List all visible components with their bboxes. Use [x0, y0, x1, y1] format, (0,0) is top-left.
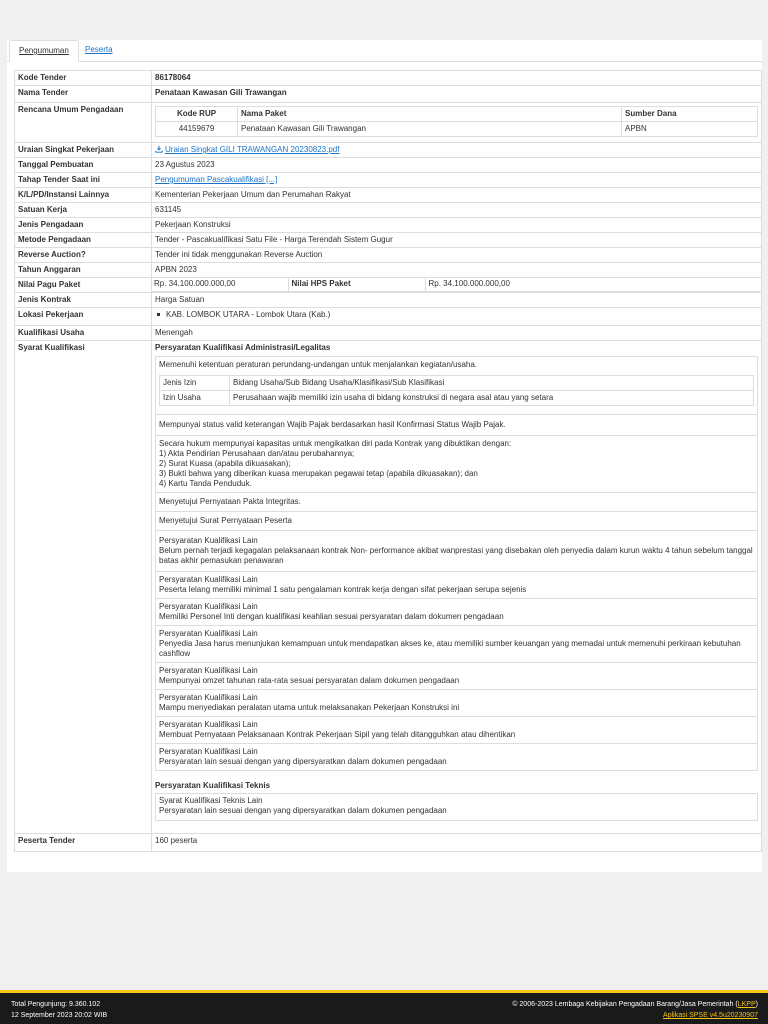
label-nama-tender: Nama Tender — [15, 86, 152, 103]
syarat-lain-title: Persyaratan Kualifikasi Lain — [159, 720, 258, 729]
syarat-lain-item — [155, 662, 758, 690]
label-uraian: Uraian Singkat Pekerjaan — [15, 143, 152, 158]
value-pagu: Rp. 34.100.000.000,00 — [151, 277, 288, 292]
syarat-line: 1) Akta Pendirian Perusahaan dan/atau perubahannya; — [159, 449, 355, 458]
row-satker — [15, 203, 762, 218]
syarat-lain-item — [155, 530, 758, 572]
syarat-lain-title: Persyaratan Kualifikasi Lain — [159, 747, 258, 756]
rup-kode: 44159679 — [156, 122, 238, 137]
row-klpd — [15, 188, 762, 203]
syarat-lain-title: Persyaratan Kualifikasi Lain — [159, 602, 258, 611]
syarat-line: 4) Kartu Tanda Penduduk. — [159, 479, 252, 488]
label-hps: Nilai HPS Paket — [288, 277, 425, 292]
row-rup — [15, 103, 762, 143]
download-icon — [155, 145, 163, 153]
label-jenis-pengadaan: Jenis Pengadaan — [15, 218, 152, 233]
teknis-item-title: Syarat Kualifikasi Teknis Lain — [159, 796, 263, 805]
label-tanggal: Tanggal Pembuatan — [15, 158, 152, 173]
tab-pengumuman[interactable]: Pengumuman — [9, 40, 79, 62]
syarat-item — [155, 356, 758, 415]
row-jenis-pengadaan — [15, 218, 762, 233]
value-metode: Tender - Pascakualifikasi Satu File - Harga Terendah Sistem Gugur — [152, 233, 762, 248]
label-tahun: Tahun Anggaran — [15, 263, 152, 278]
rup-sumber: APBN — [622, 122, 758, 137]
value-klpd: Kementerian Pekerjaan Umum dan Perumahan Rakyat — [152, 188, 762, 203]
label-syarat: Syarat Kualifikasi — [15, 341, 152, 834]
row-tanggal — [15, 158, 762, 173]
syarat-item: Menyetujui Pernyataan Pakta Integritas. — [155, 492, 758, 512]
syarat-lain-item — [155, 625, 758, 663]
label-metode: Metode Pengadaan — [15, 233, 152, 248]
label-kualifikasi: Kualifikasi Usaha — [15, 326, 152, 341]
label-rup: Rencana Umum Pengadaan — [15, 103, 152, 143]
syarat-lain-title: Persyaratan Kualifikasi Lain — [159, 666, 258, 675]
value-lokasi: KAB. LOMBOK UTARA - Lombok Utara (Kab.) — [166, 310, 331, 319]
rup-header-nama: Nama Paket — [238, 107, 622, 122]
value-nama-tender: Penataan Kawasan Gili Trawangan — [152, 86, 762, 103]
syarat-line: 2) Surat Kuasa (apabila dikuasakan); — [159, 459, 291, 468]
uraian-filename: Uraian Singkat GILI TRAWANGAN 20230823.pdf — [165, 145, 340, 154]
row-pagu-hps — [15, 278, 762, 293]
value-jenis-pengadaan: Pekerjaan Konstruksi — [152, 218, 762, 233]
teknis-item — [155, 793, 758, 821]
value-kualifikasi: Menengah — [152, 326, 762, 341]
row-kualifikasi — [15, 326, 762, 341]
uraian-download-link[interactable] — [155, 145, 339, 154]
izin-cell: Perusahaan wajib memiliki izin usaha di bidang konstruksi di negara asal atau yang setara — [230, 391, 754, 406]
tahap-link[interactable]: Pengumuman Pascakualifikasi [...] — [155, 175, 278, 184]
value-kontrak: Harga Satuan — [152, 293, 762, 308]
izin-table — [159, 375, 754, 406]
row-kontrak — [15, 293, 762, 308]
app-version-link[interactable]: Aplikasi SPSE v4.5u20230907 — [663, 1012, 758, 1019]
syarat-lain-text: Persyaratan lain sesuai dengan yang dipersyaratkan dalam dokumen pengadaan — [159, 757, 447, 766]
row-metode — [15, 233, 762, 248]
tab-bar — [7, 40, 762, 62]
rup-table — [155, 106, 758, 137]
syarat-lain-title: Persyaratan Kualifikasi Lain — [159, 693, 258, 702]
footer-right — [512, 999, 758, 1021]
syarat-lain-item — [155, 598, 758, 626]
value-peserta: 160 peserta — [152, 834, 762, 852]
value-reverse: Tender ini tidak menggunakan Reverse Auction — [152, 248, 762, 263]
syarat-lain-text: Mempunyai omzet tahunan rata-rata sesuai persyaratan dalam dokumen pengadaan — [159, 676, 460, 685]
label-pagu: Nilai Pagu Paket — [15, 278, 152, 293]
row-reverse — [15, 248, 762, 263]
value-kode-tender: 86178064 — [152, 71, 762, 86]
footer — [0, 990, 768, 1024]
teknis-item-text: Persyaratan lain sesuai dengan yang dipersyaratkan dalam dokumen pengadaan — [159, 806, 447, 815]
copyright — [512, 999, 758, 1010]
rup-row — [156, 122, 758, 137]
syarat-lain-item — [155, 571, 758, 599]
value-tanggal: 23 Agustus 2023 — [152, 158, 762, 173]
label-satker: Satuan Kerja — [15, 203, 152, 218]
row-nama-tender — [15, 86, 762, 103]
syarat-lain-text: Peserta lelang memiliki minimal 1 satu pengalaman kontrak kerja dengan sifat pekerjaan serupa sejenis — [159, 585, 527, 594]
footer-datetime: 12 September 2023 20:02 WIB — [11, 1012, 108, 1019]
visitor-count: Total Pengunjung: 9.360.102 — [11, 1001, 101, 1008]
row-syarat — [15, 341, 762, 834]
syarat-line: 3) Bukti bahwa yang diberikan kuasa merupakan pegawai tetap (apabila dikuasakan); dan — [159, 469, 478, 478]
syarat-item: Mempunyai status valid keterangan Wajib Pajak berdasarkan hasil Konfirmasi Status Wajib Pajak. — [155, 414, 758, 436]
content-panel — [7, 40, 762, 872]
label-reverse: Reverse Auction? — [15, 248, 152, 263]
syarat-lain-text: Penyedia Jasa harus menunjukan kemampuan untuk mendapatkan akses ke, atau memiliki sumber keuangan yang memadai untuk memenuhi perkiraan kebutuhan cashflow — [159, 639, 741, 658]
syarat-line: Secara hukum mempunyai kapasitas untuk mengikatkan diri pada Kontrak yang dibuktikan dengan: — [159, 439, 512, 448]
rup-header-sumber: Sumber Dana — [622, 107, 758, 122]
teknis-section-title: Persyaratan Kualifikasi Teknis — [155, 781, 271, 790]
syarat-item-text: Memenuhi ketentuan peraturan perundang-undangan untuk menjalankan kegiatan/usaha. — [159, 360, 478, 369]
lkpp-link[interactable]: LKPP — [737, 1001, 756, 1008]
label-peserta: Peserta Tender — [15, 834, 152, 852]
tab-peserta[interactable]: Peserta — [85, 45, 113, 54]
syarat-lain-item — [155, 743, 758, 771]
row-peserta — [15, 834, 762, 852]
admin-list — [155, 356, 758, 771]
label-kode-tender: Kode Tender — [15, 71, 152, 86]
row-uraian — [15, 143, 762, 158]
syarat-lain-title: Persyaratan Kualifikasi Lain — [159, 629, 258, 638]
izin-cell: Izin Usaha — [160, 391, 230, 406]
label-tahap: Tahap Tender Saat ini — [15, 173, 152, 188]
rup-header-kode: Kode RUP — [156, 107, 238, 122]
row-kode-tender — [15, 71, 762, 86]
rup-nama: Penataan Kawasan Gili Trawangan — [238, 122, 622, 137]
label-kontrak: Jenis Kontrak — [15, 293, 152, 308]
admin-section-title: Persyaratan Kualifikasi Administrasi/Legalitas — [155, 343, 331, 352]
value-satker: 631145 — [152, 203, 762, 218]
syarat-item: Menyetujui Surat Pernyataan Peserta — [155, 511, 758, 531]
syarat-lain-text: Membuat Pernyataan Pelaksanaan Kontrak Pekerjaan Sipil yang telah ditangguhkan atau dihentikan — [159, 730, 516, 739]
syarat-lain-text: Mampu menyediakan peralatan utama untuk melaksanakan Pekerjaan Konstruksi ini — [159, 703, 460, 712]
izin-cell: Jenis Izin — [160, 376, 230, 391]
row-tahap — [15, 173, 762, 188]
pagu-hps-table — [151, 277, 760, 292]
row-tahun — [15, 263, 762, 278]
value-tahun: APBN 2023 — [152, 263, 762, 278]
copyright-text: © 2006-2023 Lembaga Kebijakan Pengadaan Barang/Jasa Pemerintah ( — [512, 1001, 738, 1008]
syarat-lain-text: Belum pernah terjadi kegagalan pelaksanaan kontrak Non- performance akibat wanprestasi yang disebakan oleh penyedia dalam kurun waktu 4 tahun sebelum tanggal batas akhir pemasukan penawaran — [159, 546, 753, 565]
tender-detail-table — [14, 70, 762, 852]
footer-left — [11, 999, 107, 1021]
syarat-lain-title: Persyaratan Kualifikasi Lain — [159, 536, 258, 545]
syarat-lain-title: Persyaratan Kualifikasi Lain — [159, 575, 258, 584]
value-hps: Rp. 34.100.000.000,00 — [425, 277, 760, 292]
copyright-end: ) — [755, 1001, 758, 1008]
label-klpd: K/L/PD/Instansi Lainnya — [15, 188, 152, 203]
syarat-lain-item — [155, 689, 758, 717]
row-lokasi — [15, 308, 762, 326]
syarat-item — [155, 435, 758, 493]
bullet-icon — [157, 313, 160, 316]
syarat-lain-text: Memiliki Personel Inti dengan kualifikasi keahlian sesuai persyaratan dalam dokumen pengadaan — [159, 612, 504, 621]
izin-cell: Bidang Usaha/Sub Bidang Usaha/Klasifikasi/Sub Klasifikasi — [230, 376, 754, 391]
syarat-lain-item — [155, 716, 758, 744]
label-lokasi: Lokasi Pekerjaan — [15, 308, 152, 326]
